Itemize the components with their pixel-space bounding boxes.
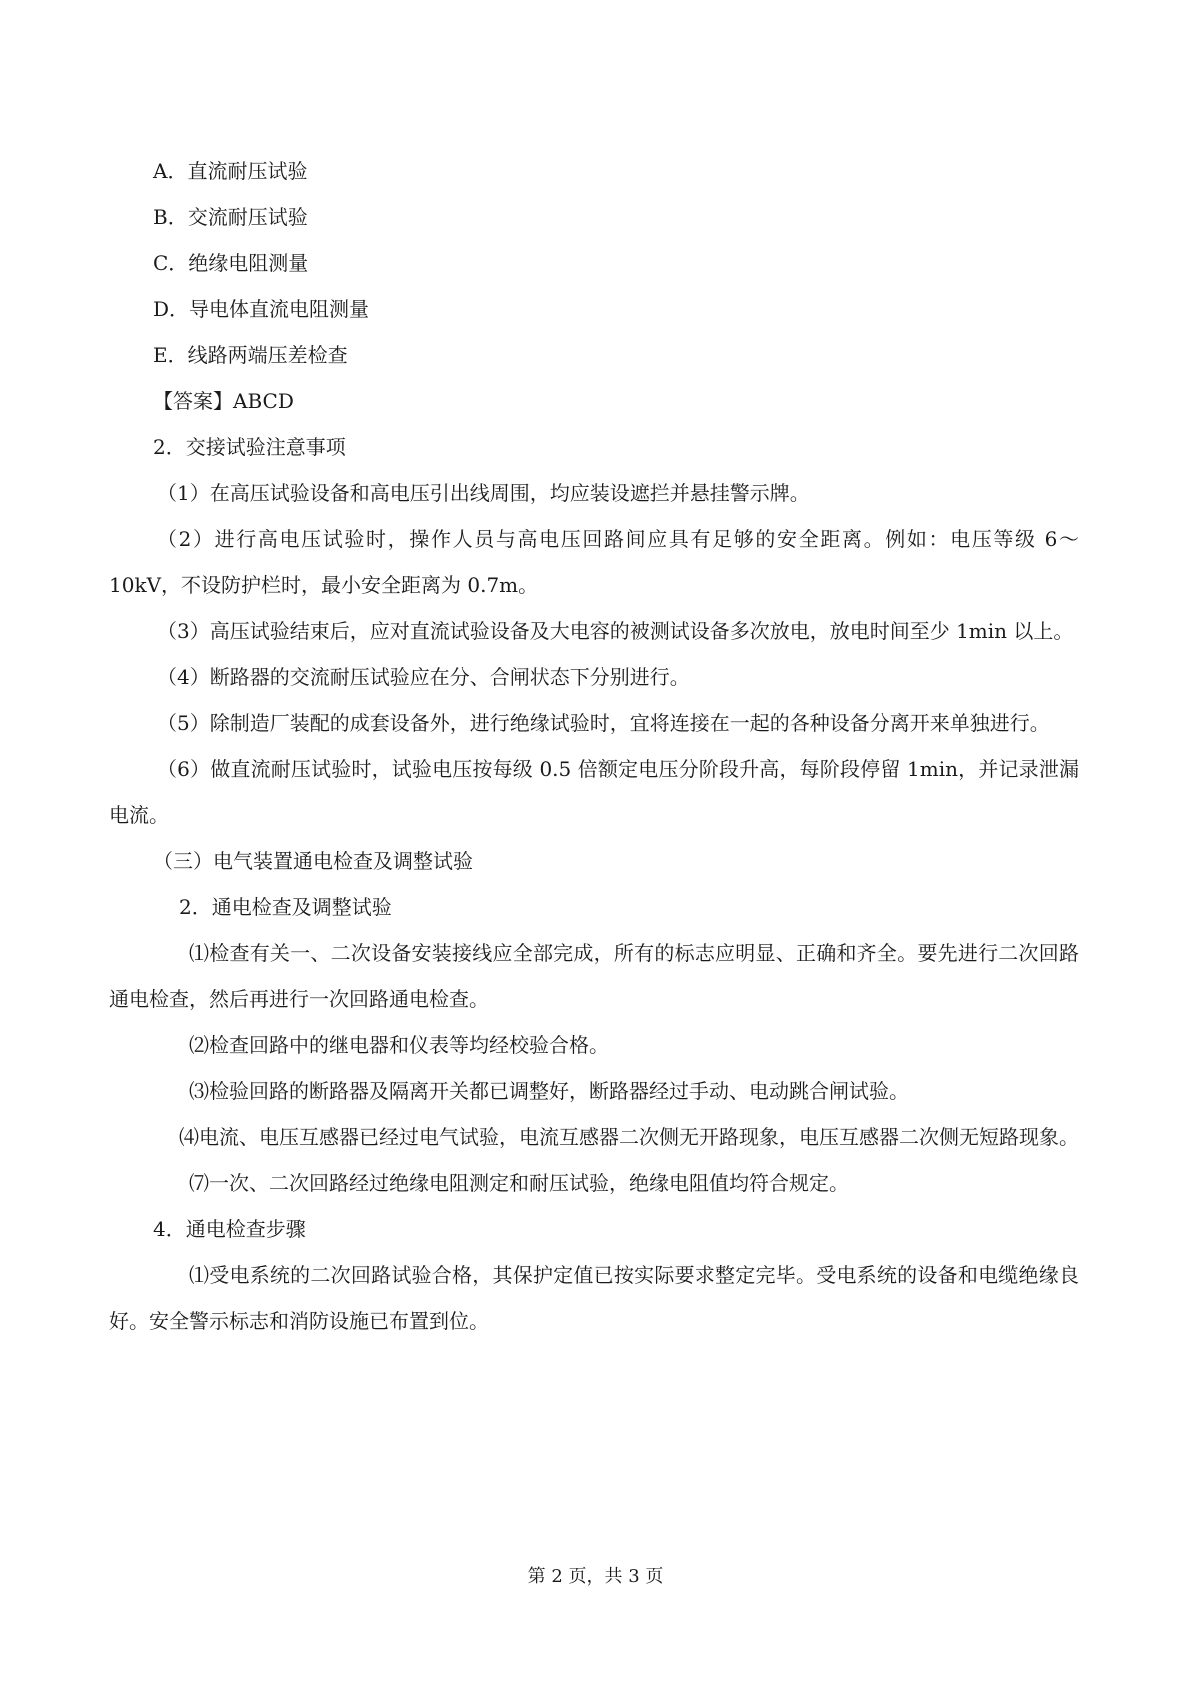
check-4: ⑷电流、电压互感器已经过电气试验，电流互感器二次侧无开路现象，电压互感器二次侧无短路现象。 bbox=[179, 1125, 1079, 1149]
section-title-energization: （三）电气装置通电检查及调整试验 bbox=[153, 849, 473, 873]
step-1: ⑴受电系统的二次回路试验合格，其保护定值已按实际要求整定完毕。受电系统的设备和电缆绝缘良好。安全警示标志和消防设施已布置到位。 bbox=[109, 1263, 1079, 1333]
note-5: （5）除制造厂装配的成套设备外，进行绝缘试验时，宜将连接在一起的各种设备分离开来单独进行。 bbox=[157, 711, 1050, 735]
option-a: A．直流耐压试验 bbox=[153, 159, 308, 183]
note-4: （4）断路器的交流耐压试验应在分、合闸状态下分别进行。 bbox=[157, 665, 690, 689]
subsection-title-inspection: 2．通电检查及调整试验 bbox=[179, 895, 392, 919]
option-e: E．线路两端压差检查 bbox=[153, 343, 348, 367]
check-1: ⑴检查有关一、二次设备安装接线应全部完成，所有的标志应明显、正确和齐全。要先进行二次回路通电检查，然后再进行一次回路通电检查。 bbox=[109, 941, 1079, 1011]
option-d: D．导电体直流电阻测量 bbox=[153, 297, 370, 321]
page-footer: 第 2 页，共 3 页 bbox=[527, 1566, 664, 1587]
section-title-precautions: 2．交接试验注意事项 bbox=[153, 435, 346, 459]
answer-line: 【答案】ABCD bbox=[153, 389, 294, 413]
option-c: C．绝缘电阻测量 bbox=[153, 251, 309, 275]
check-7: ⑺一次、二次回路经过绝缘电阻测定和耐压试验，绝缘电阻值均符合规定。 bbox=[189, 1171, 849, 1195]
check-3: ⑶检验回路的断路器及隔离开关都已调整好，断路器经过手动、电动跳合闸试验。 bbox=[189, 1079, 909, 1103]
check-2: ⑵检查回路中的继电器和仪表等均经校验合格。 bbox=[189, 1033, 609, 1057]
page-content bbox=[109, 148, 1079, 1344]
note-1: （1）在高压试验设备和高电压引出线周围，均应装设遮拦并悬挂警示牌。 bbox=[157, 481, 810, 505]
subsection-title-steps: 4．通电检查步骤 bbox=[153, 1217, 306, 1241]
note-2: （2）进行高电压试验时，操作人员与高电压回路间应具有足够的安全距离。例如：电压等级 6～10kV，不设防护栏时，最小安全距离为 0.7m。 bbox=[109, 527, 1079, 597]
note-6: （6）做直流耐压试验时，试验电压按每级 0.5 倍额定电压分阶段升高，每阶段停留 1min，并记录泄漏电流。 bbox=[109, 757, 1079, 827]
option-b: B．交流耐压试验 bbox=[153, 205, 308, 229]
note-3: （3）高压试验结束后，应对直流试验设备及大电容的被测试设备多次放电，放电时间至少 1min 以上。 bbox=[157, 619, 1074, 643]
